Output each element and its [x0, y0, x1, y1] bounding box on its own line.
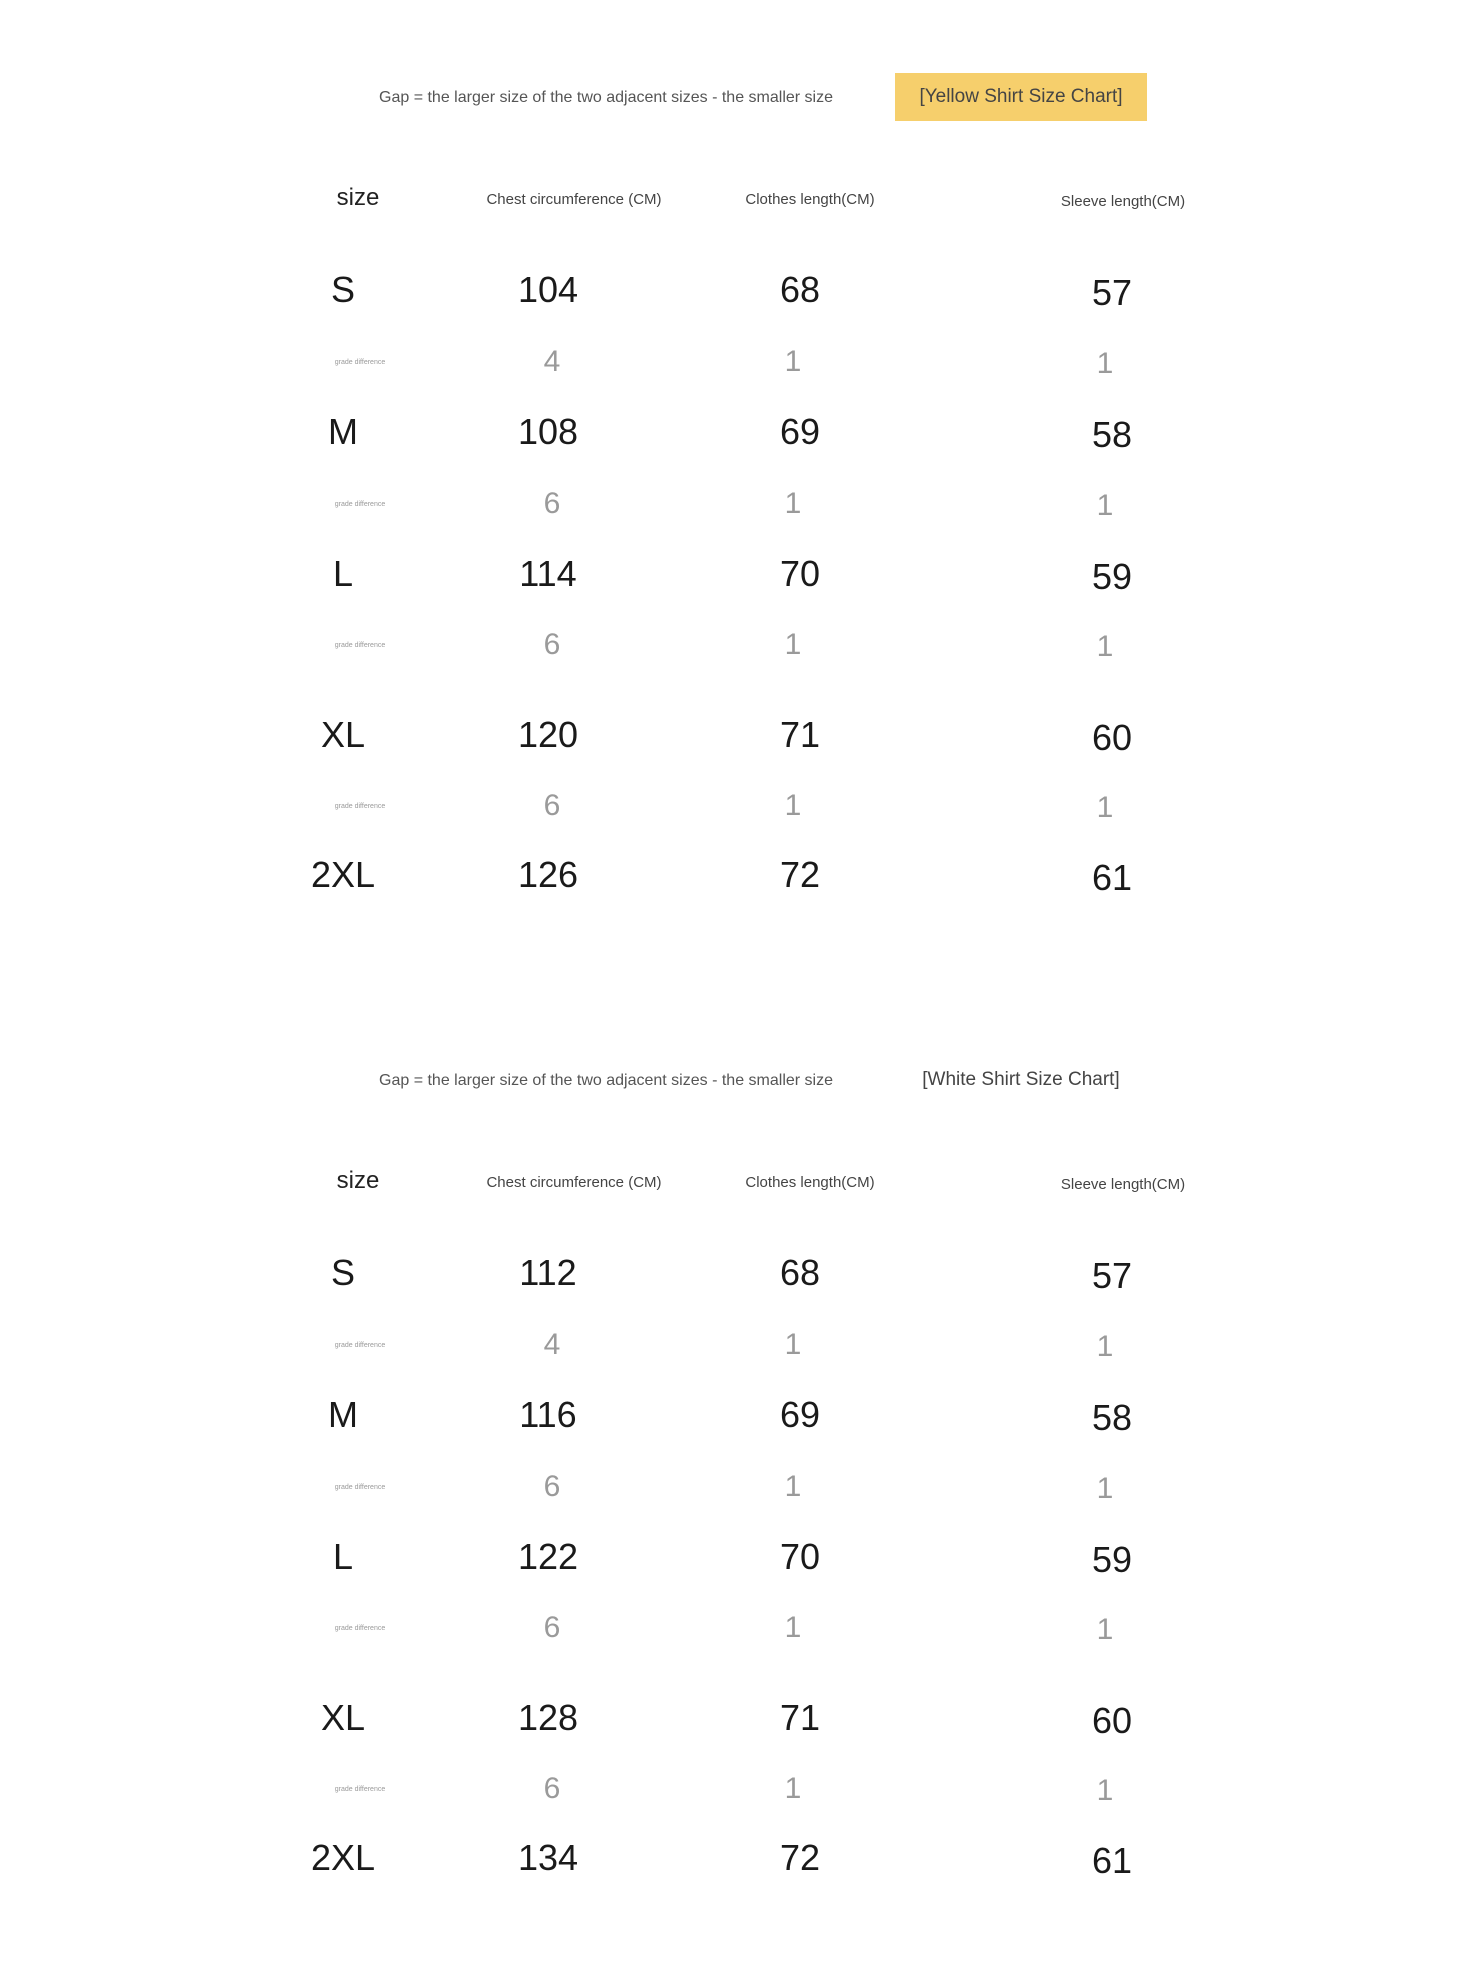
chest-value: 128 [517, 1697, 579, 1738]
gap-row-label: grade difference [334, 803, 386, 810]
header-size: size [336, 184, 380, 211]
chest-value: 134 [517, 1837, 579, 1878]
length-value: 68 [779, 1252, 821, 1293]
size-label: S [330, 269, 356, 310]
sleeve-value: 57 [1091, 272, 1133, 313]
length-value: 72 [779, 854, 821, 895]
size-label: M [328, 1394, 358, 1435]
header-chest: Chest circumference (CM) [486, 1174, 662, 1191]
size-label: M [328, 411, 358, 452]
header-sleeve: Sleeve length(CM) [1060, 1176, 1186, 1193]
size-label: 2XL [310, 1837, 376, 1878]
chest-value: 114 [519, 553, 577, 594]
sleeve-value: 58 [1091, 414, 1133, 455]
length-value: 71 [779, 714, 821, 755]
sleeve-value: 57 [1091, 1255, 1133, 1296]
length-gap: 1 [784, 1772, 802, 1805]
sleeve-value: 61 [1091, 1840, 1133, 1881]
chest-value: 122 [517, 1536, 579, 1577]
size-label: S [330, 1252, 356, 1293]
sleeve-value: 60 [1091, 1700, 1133, 1741]
size-label: L [332, 1536, 354, 1577]
yellow-size-chart [0, 0, 1482, 900]
chest-value: 116 [519, 1394, 577, 1435]
sleeve-gap: 1 [1096, 489, 1114, 522]
chest-gap: 4 [543, 1328, 561, 1361]
gap-row-label: grade difference [334, 1786, 386, 1793]
length-value: 70 [779, 1536, 821, 1577]
sleeve-gap: 1 [1096, 1613, 1114, 1646]
length-value: 70 [779, 553, 821, 594]
length-gap: 1 [784, 487, 802, 520]
chest-value: 108 [517, 411, 579, 452]
header-length: Clothes length(CM) [745, 191, 875, 208]
length-gap: 1 [784, 1611, 802, 1644]
sleeve-gap: 1 [1096, 347, 1114, 380]
length-gap: 1 [784, 789, 802, 822]
length-gap: 1 [784, 1328, 802, 1361]
length-value: 69 [779, 1394, 821, 1435]
length-gap: 1 [784, 1470, 802, 1503]
chart-title: [White Shirt Size Chart] [922, 1069, 1120, 1090]
chest-gap: 6 [543, 789, 561, 822]
header-sleeve: Sleeve length(CM) [1060, 193, 1186, 210]
size-label: L [332, 553, 354, 594]
length-value: 72 [779, 1837, 821, 1878]
gap-row-label: grade difference [334, 1484, 386, 1491]
gap-row-label: grade difference [334, 1625, 386, 1632]
size-label: XL [320, 714, 366, 755]
sleeve-value: 60 [1091, 717, 1133, 758]
sleeve-gap: 1 [1096, 1330, 1114, 1363]
sleeve-gap: 1 [1096, 630, 1114, 663]
sleeve-gap: 1 [1096, 791, 1114, 824]
header-size: size [336, 1167, 380, 1194]
gap-row-label: grade difference [334, 359, 386, 366]
chest-gap: 6 [543, 628, 561, 661]
sleeve-value: 59 [1091, 556, 1133, 597]
chest-value: 120 [517, 714, 579, 755]
chest-value: 126 [517, 854, 579, 895]
length-value: 71 [779, 1697, 821, 1738]
gap-note: Gap = the larger size of the two adjacent sizes - the smaller size [379, 89, 833, 106]
sleeve-value: 58 [1091, 1397, 1133, 1438]
gap-row-label: grade difference [334, 501, 386, 508]
gap-row-label: grade difference [334, 642, 386, 649]
chest-value: 112 [519, 1252, 577, 1293]
chest-gap: 6 [543, 1470, 561, 1503]
gap-note: Gap = the larger size of the two adjacent sizes - the smaller size [379, 1072, 833, 1089]
size-label: XL [320, 1697, 366, 1738]
length-gap: 1 [784, 628, 802, 661]
sleeve-gap: 1 [1096, 1472, 1114, 1505]
length-gap: 1 [784, 345, 802, 378]
chest-gap: 6 [543, 1611, 561, 1644]
sleeve-value: 61 [1091, 857, 1133, 898]
white-size-chart [0, 983, 1482, 1883]
size-label: 2XL [310, 854, 376, 895]
chest-gap: 4 [543, 345, 561, 378]
header-length: Clothes length(CM) [745, 1174, 875, 1191]
chest-value: 104 [517, 269, 579, 310]
sleeve-value: 59 [1091, 1539, 1133, 1580]
gap-row-label: grade difference [334, 1342, 386, 1349]
chest-gap: 6 [543, 487, 561, 520]
header-chest: Chest circumference (CM) [486, 191, 662, 208]
length-value: 68 [779, 269, 821, 310]
chest-gap: 6 [543, 1772, 561, 1805]
sleeve-gap: 1 [1096, 1774, 1114, 1807]
chart-title: [Yellow Shirt Size Chart] [895, 73, 1147, 121]
length-value: 69 [779, 411, 821, 452]
